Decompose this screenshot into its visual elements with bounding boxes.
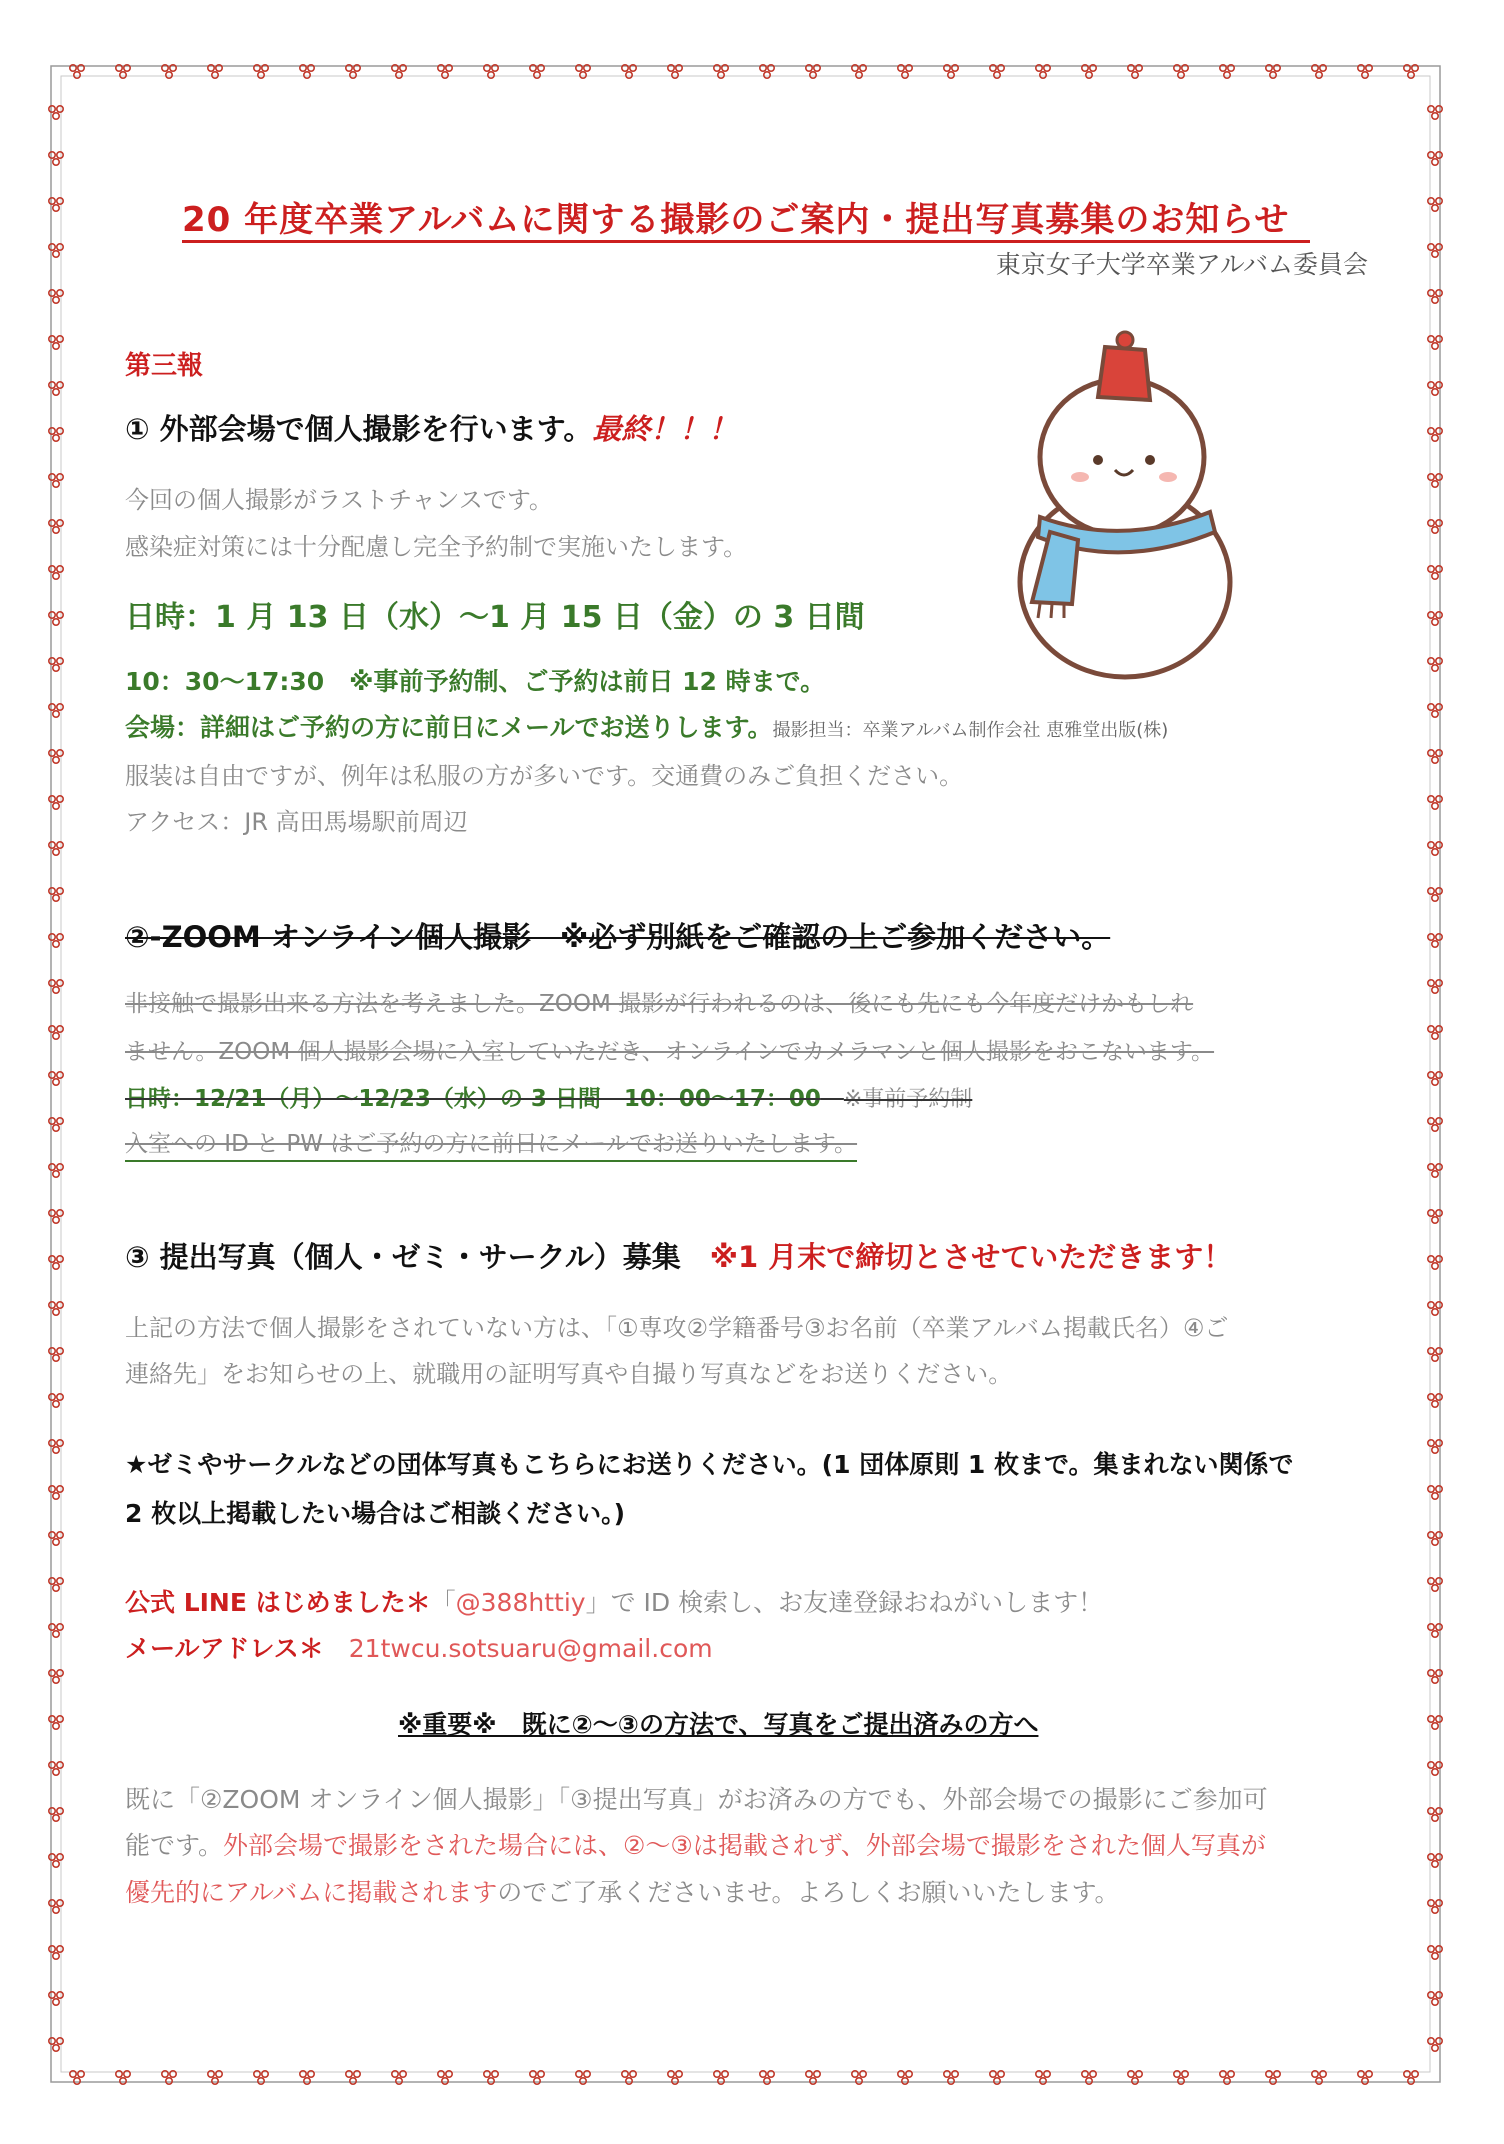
section2-login: 入室への ID と PW はご予約の方に前日にメールでお送りいたします。 <box>125 1125 857 1162</box>
section1-dress: 服装は自由ですが、例年は私服の方が多いです。交通費のみご負担ください。 <box>125 762 964 790</box>
section3-line1: 上記の方法で個人撮影をされていない方は、「①専攻②学籍番号③お名前（卒業アルバム掲載氏名）④ご <box>125 1314 1229 1342</box>
section3-heading <box>125 1235 1232 1276</box>
section2-date-note: ※事前予約制 <box>843 1087 973 1112</box>
section2-date: 日時：12/21（月）～12/23（水）の 3 日間 10：00～17：00 <box>125 1086 821 1112</box>
organization-name: 東京女子大学卒業アルバム委員会 <box>995 250 1368 279</box>
important-heading: ※重要※ 既に②～③の方法で、写真をご提出済みの方へ <box>398 1710 1039 1739</box>
mail-contact <box>125 1629 713 1665</box>
line-contact <box>125 1583 1103 1619</box>
mail-label: メールアドレス＊ <box>125 1634 324 1663</box>
section1-venue <box>125 708 1168 744</box>
section1-heading <box>125 407 737 448</box>
important-p3a: 優先的にアルバムに掲載されます <box>125 1878 498 1907</box>
important-p2b: 外部会場で撮影をされた場合には、②～③は掲載されず、外部会場で撮影をされた個人写真が <box>223 1831 1266 1860</box>
important-p2a: 能です。 <box>125 1831 224 1860</box>
section1-intro1: 今回の個人撮影がラストチャンスです。 <box>125 486 553 514</box>
section2-date-row <box>125 1080 972 1113</box>
section1-date: 日時：1 月 13 日（水）～1 月 15 日（金）の 3 日間 <box>125 600 865 635</box>
section3-group1: ★ゼミやサークルなどの団体写真もこちらにお送りください。(1 団体原則 1 枚まで。集まれない関係で <box>125 1450 1294 1479</box>
section1-venue-text: 会場：詳細はご予約の方に前日にメールでお送りします。 <box>125 713 773 742</box>
section3-heading-text: ③ 提出写真（個人・ゼミ・サークル）募集 <box>125 1240 681 1274</box>
section3-group2: 2 枚以上掲載したい場合はご相談ください。) <box>125 1499 626 1528</box>
section3-line2: 連絡先」をお知らせの上、就職用の証明写真や自撮り写真などをお送りください。 <box>125 1360 1013 1388</box>
snowman-illustration <box>1010 322 1240 682</box>
section1-time: 10：30～17:30 ※事前予約制、ご予約は前日 12 時まで。 <box>125 667 826 696</box>
important-p1: 既に「②ZOOM オンライン個人撮影」「③提出写真」がお済みの方でも、外部会場での撮影にご参加可 <box>125 1785 1268 1814</box>
line-open-bracket: 「 <box>430 1588 456 1617</box>
line-label: 公式 LINE はじめました＊ <box>125 1588 431 1617</box>
important-p3b: のでご了承くださいませ。よろしくお願いいたします。 <box>497 1878 1120 1907</box>
document-title: 20 年度卒業アルバムに関する撮影のご案内・提出写真募集のお知らせ <box>182 200 1290 240</box>
section1-venue-note: 撮影担当：卒業アルバム制作会社 恵雅堂出版(株) <box>772 720 1169 741</box>
issue-label: 第三報 <box>125 351 204 381</box>
section3-deadline: ※1 月末で締切とさせていただきます！ <box>709 1240 1233 1274</box>
section1-access: アクセス：JR 高田馬場駅前周辺 <box>125 808 468 836</box>
section2-line1: 非接触で撮影出来る方法を考えました。ZOOM 撮影が行われるのは、後にも先にも今年度だけかもしれ <box>125 991 1194 1017</box>
section2-heading: ②-ZOOM オンライン個人撮影 ※必ず別紙をご確認の上ご参加ください。 <box>125 920 1111 954</box>
line-id[interactable]: @388httiy <box>455 1588 586 1617</box>
title-underline <box>182 240 1310 243</box>
important-p3 <box>125 1873 1120 1909</box>
line-instruction: 」で ID 検索し、お友達登録おねがいします！ <box>585 1588 1104 1617</box>
section1-heading-text: ① 外部会場で個人撮影を行います。 <box>125 412 593 446</box>
section2-line2: ません。ZOOM 個人撮影会場に入室していただき、オンラインでカメラマンと個人撮影をおこないます。 <box>125 1039 1215 1065</box>
mail-address[interactable]: 21twcu.sotsuaru@gmail.com <box>348 1634 713 1663</box>
section1-intro2: 感染症対策には十分配慮し完全予約制で実施いたします。 <box>125 533 748 561</box>
section1-heading-emphasis: 最終！！！ <box>592 412 738 446</box>
important-p2 <box>125 1826 1266 1862</box>
